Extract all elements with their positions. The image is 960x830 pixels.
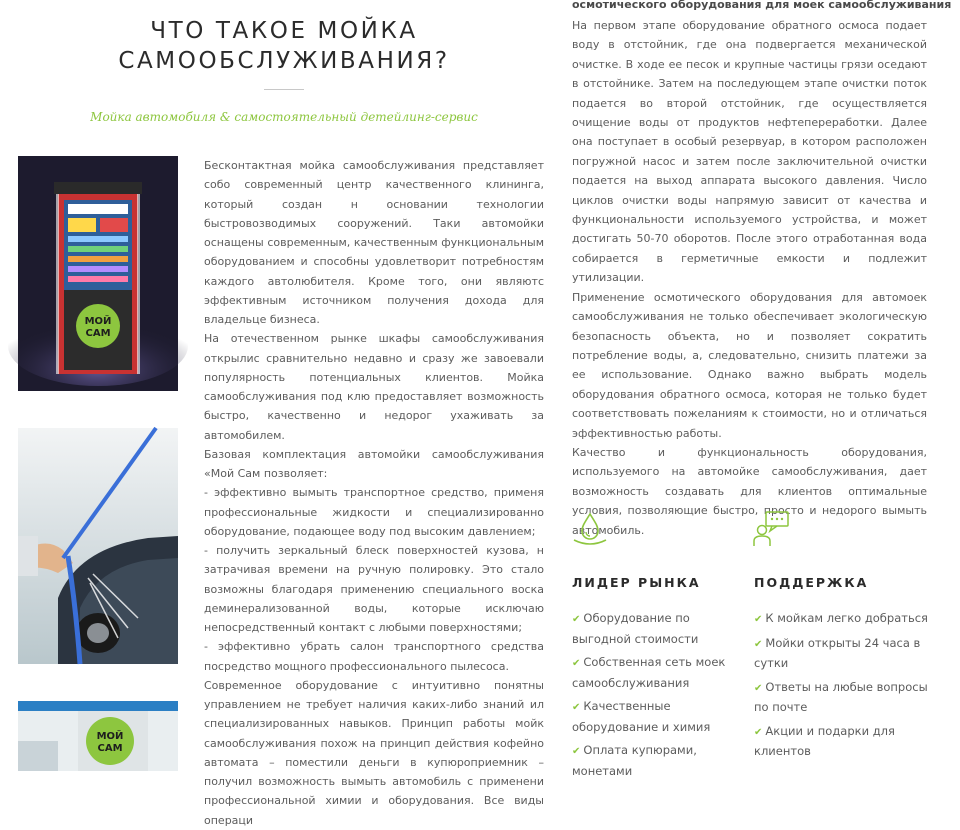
list-item: ✔ Мойки открыты 24 часа в сутки (754, 635, 921, 670)
right-article-text (572, 16, 927, 537)
list-item: ✔ Собственная сеть моек самообслуживания (572, 655, 726, 690)
left-paragraph: Бесконтактная мойка самообслуживания представляет собо современный центр качественного клининга, который создан н основании технологии быстровозводимых сооружений. Таки автомойки оснащены современным, качественным функциональным оборудованием и способны удовлетворит потребностям каждого автолюбителя. Кроме того, они являютс эффективным источником получения дохода для владельце бизнеса. (204, 159, 544, 326)
feature-title-market-leader: ЛИДЕР РЫНКА (572, 575, 701, 590)
feature-list-support (754, 609, 934, 758)
left-paragraph: - эффективно убрать салон транспортного средства посредство мощного профессионального пылесоса. (204, 640, 544, 673)
carwash-sign-photo (18, 701, 178, 771)
left-paragraph: На отечественном рынке шкафы самообслуживания открылис сравнительно недавно и сразу же завоевали популярность потенциальных клиентов. Мойка самообслуживания под клю предоставляет возможность быстро, качественно и недорог ухаживать за автомобилем. (204, 332, 544, 442)
right-paragraph: На первом этапе оборудование обратного осмоса подает воду в отстойник, где она подвергается механической очистке. В ходе ее песок и крупные частицы грязи оседают в отстойнике. Затем на последующем этапе очистки поток подается во второй отстойник, где осуществляется очищение воды от продуктов нефтепереработки. Далее она поступает в особый резервуар, в котором расположен погружной насос и затем после заключительной очистки подается на выход аппарата высокого давления. Число циклов очистки воды напрямую зависит от качества и функциональности используемого устройства, и может достигать 50-70 оборотов. После этого отработанная вода собирается в герметичные емкости и подлежит утилизации. (572, 19, 927, 285)
check-icon: ✔ (754, 682, 763, 694)
left-paragraph: Современное оборудование с интуитивно понятны управлением не требует наличия каких-либо знаний ил специализированных навыков. Принцип работы мойк самообслуживания похож на принцип действия кофейно автомата – поместили деньги в купюроприемник – получил возможность вымыть автомобиль с применени профессиональной химии и оборудования. Все виды операци (204, 678, 544, 827)
check-icon: ✔ (754, 614, 763, 625)
feature-title-support: ПОДДЕРЖКА (754, 575, 869, 590)
list-item: ✔ Ответы на любые вопросы по почте (754, 679, 928, 714)
list-item: ✔ Качественные оборудование и химия (572, 699, 711, 734)
left-article-text (204, 156, 544, 827)
pressure-wash-photo (18, 428, 178, 664)
check-icon: ✔ (754, 726, 763, 738)
list-item: ✔ Акции и подарки для клиентов (754, 723, 895, 758)
sign-logo-text-1: МОЙ (96, 731, 124, 742)
right-paragraph: Качество и функциональность оборудования, используемого на автомойке самообслуживания, дает возможность создавать для клиентов оптимальные условия, позволяющие быстро, просто и недорого вымыть автомобиль. (572, 445, 927, 537)
left-paragraph: - эффективно вымыть транспортное средство, применя профессиональные жидкости и специализированно оборудование, подающее воду под высоким давлением; (204, 486, 544, 538)
water-drop-icon (572, 510, 608, 546)
feature-list-market-leader (572, 609, 752, 778)
support-chat-icon (752, 510, 790, 548)
sign-logo-text-2: САМ (97, 743, 123, 754)
check-icon: ✔ (572, 658, 581, 669)
check-icon: ✔ (754, 638, 763, 650)
page-title-line-2: САМООБСЛУЖИВАНИЯ? (118, 48, 450, 74)
page-title (90, 16, 478, 76)
check-icon: ✔ (572, 614, 581, 625)
check-icon: ✔ (572, 702, 581, 713)
list-item: ✔ К мойкам легко добраться (754, 611, 928, 625)
page-subtitle: Мойка автомобиля & самостоятельный детейлинг-сервис (90, 110, 478, 124)
page-title-line-1: ЧТО ТАКОЕ МОЙКА (150, 18, 418, 44)
check-icon: ✔ (572, 746, 581, 757)
kiosk-logo-text-2: САМ (85, 328, 111, 339)
carwash-kiosk-photo (18, 156, 178, 391)
title-divider (264, 89, 304, 90)
right-section-heading: осмотического оборудования для моек самообслуживания (572, 0, 952, 11)
list-item: ✔ Оборудование по выгодной стоимости (572, 611, 699, 646)
left-paragraph: - получить зеркальный блеск поверхностей кузова, н затрачивая времени на ручную полировку. Это стало возможны благодаря применению специального воска деминерализованной воды, которые исключаю непосредственный контакт с любыми поверхностями; (204, 544, 544, 634)
list-item: ✔ Оплата купюрами, монетами (572, 743, 697, 778)
right-paragraph: Применение осмотического оборудования для автомоек самообслуживания не только обеспечивает экологическую безопасность объекта, но и позволяет сократить потребление воды, а, следовательно, снизить платежи за ее использование. Однако важно выбрать модель оборудования обратного осмоса, которая не только будет соответствовать пожеланиям к стоимости, но и отличаться эффективностью работы. (572, 290, 927, 440)
left-paragraph: Базовая комплектация автомойки самообслуживания «Мой Сам позволяет: (204, 447, 544, 480)
kiosk-logo-text-1: МОЙ (84, 316, 112, 327)
